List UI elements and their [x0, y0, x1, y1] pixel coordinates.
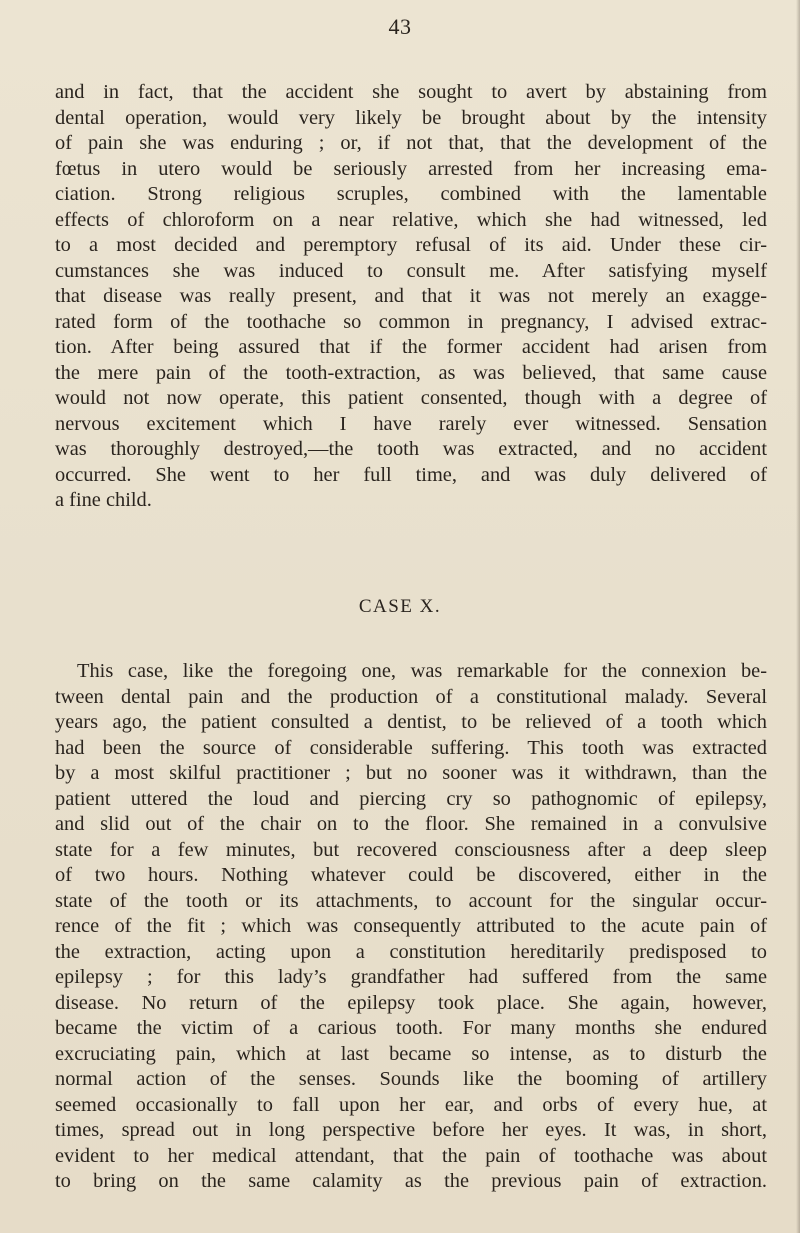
text-line: to a most decided and peremptory refusal of its aid. Under these cir- — [55, 234, 767, 256]
paragraph-2 — [55, 659, 767, 1195]
text-line: state of the tooth or its attachments, to account for the singular occur- — [55, 889, 767, 912]
paragraph-1 — [55, 80, 767, 514]
text-line: occurred. She went to her full time, and was duly delivered of — [55, 463, 767, 486]
text-line: normal action of the senses. Sounds like the booming of artillery — [55, 1068, 767, 1090]
text-line: disease. No return of the epilepsy took place. She again, however, — [55, 991, 767, 1014]
text-line: was thoroughly destroyed,—the tooth was extracted, and no accident — [55, 438, 767, 460]
text-line: to bring on the same calamity as the previous pain of extraction. — [55, 1170, 767, 1192]
text-line: evident to her medical attendant, that the pain of toothache was about — [55, 1144, 767, 1167]
text-line: ciation. Strong religious scruples, combined with the lamentable — [55, 183, 767, 205]
page-number: 43 — [388, 14, 412, 39]
text-line: tween dental pain and the production of a constitutional malady. Several — [55, 685, 767, 708]
text-line: This case, like the foregoing one, was remarkable for the connexion be- — [77, 660, 767, 682]
text-line: rence of the fit ; which was consequently attributed to the acute pain of — [55, 915, 767, 937]
text-line: and slid out of the chair on to the floor. She remained in a convulsive — [55, 813, 767, 835]
text-line: of pain she was enduring ; or, if not that, that the development of the — [55, 132, 767, 154]
text-line: had been the source of considerable suffering. This tooth was extracted — [55, 736, 767, 759]
text-line: years ago, the patient consulted a dentist, to be relieved of a tooth which — [55, 711, 767, 733]
text-line: of two hours. Nothing whatever could be discovered, either in the — [55, 864, 767, 886]
text-line: rated form of the toothache so common in pregnancy, I advised extrac- — [55, 310, 767, 333]
text-line: times, spread out in long perspective before her eyes. It was, in short, — [55, 1119, 767, 1141]
text-line: fœtus in utero would be seriously arrested from her increasing ema- — [55, 157, 767, 180]
text-line: the mere pain of the tooth-extraction, as was believed, that same cause — [55, 361, 767, 384]
text-line: and in fact, that the accident she sought to avert by abstaining from — [55, 81, 767, 103]
text-line: dental operation, would very likely be brought about by the intensity — [55, 106, 767, 129]
text-line: a fine child. — [55, 489, 152, 511]
text-line: seemed occasionally to fall upon her ear, and orbs of every hue, at — [55, 1093, 767, 1116]
text-line: became the victim of a carious tooth. For many months she endured — [55, 1017, 767, 1039]
text-line: epilepsy ; for this lady’s grandfather had suffered from the same — [55, 966, 767, 988]
text-line: that disease was really present, and that it was not merely an exagge- — [55, 285, 767, 307]
page-edge-shadow — [796, 0, 800, 1233]
text-line: patient uttered the loud and piercing cry so pathognomic of epilepsy, — [55, 787, 767, 810]
text-line: nervous excitement which I have rarely ever witnessed. Sensation — [55, 412, 767, 435]
case-heading: CASE X. — [358, 596, 442, 617]
text-line: excruciating pain, which at last became so intense, as to disturb the — [55, 1042, 767, 1065]
text-line: would not now operate, this patient consented, though with a degree of — [55, 387, 767, 409]
text-line: effects of chloroform on a near relative, which she had witnessed, led — [55, 208, 767, 231]
text-line: the extraction, acting upon a constitution hereditarily predisposed to — [55, 940, 767, 963]
text-line: cumstances she was induced to consult me. After satisfying myself — [55, 259, 767, 282]
text-line: by a most skilful practitioner ; but no sooner was it withdrawn, than the — [55, 762, 767, 784]
text-line: state for a few minutes, but recovered consciousness after a deep sleep — [55, 838, 767, 861]
text-line: tion. After being assured that if the former accident had arisen from — [55, 336, 767, 358]
